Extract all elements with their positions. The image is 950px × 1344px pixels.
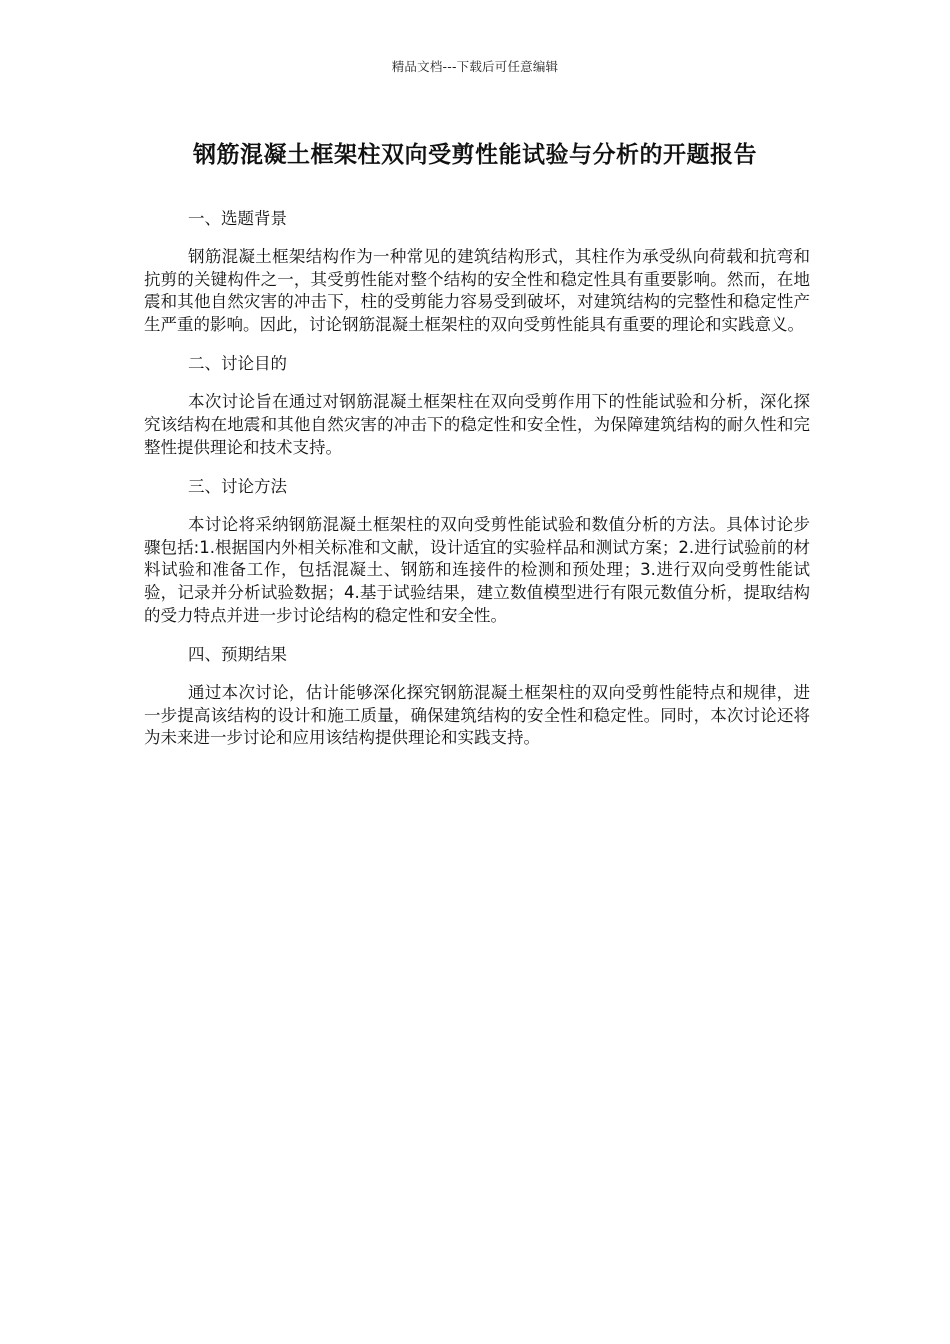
section-paragraph: 本讨论将采纳钢筋混凝土框架柱的双向受剪性能试验和数值分析的方法。具体讨论步骤包括:1.根据国内外相关标准和文献，设计适宜的实验样品和测试方案；2.进行试验前的材料试验和准备工作，包括混凝土、钢筋和连接件的检测和预处理；3.进行双向受剪性能试验，记录并分析试验数据；4.基于试验结果，建立数值模型进行有限元数值分析，提取结构的受力特点并进一步讨论结构的稳定性和安全性。	[144, 515, 810, 625]
section-purpose	[144, 352, 810, 459]
section-heading: 三、讨论方法	[188, 477, 287, 497]
section-heading: 一、选题背景	[188, 209, 287, 228]
section-expected-results	[144, 643, 810, 750]
section-heading: 四、预期结果	[188, 645, 287, 665]
document-title: 钢筋混凝土框架柱双向受剪性能试验与分析的开题报告	[193, 142, 757, 168]
section-paragraph: 通过本次讨论，估计能够深化探究钢筋混凝土框架柱的双向受剪性能特点和规律，进一步提高该结构的设计和施工质量，确保建筑结构的安全性和稳定性。同时，本次讨论还将为未来进一步讨论和应用该结构提供理论和实践支持。	[144, 683, 810, 748]
section-heading: 二、讨论目的	[188, 354, 287, 374]
section-background	[144, 207, 810, 336]
header-note: 精品文档---下载后可任意编辑	[391, 59, 559, 74]
section-paragraph: 钢筋混凝土框架结构作为一种常见的建筑结构形式，其柱作为承受纵向荷载和抗弯和抗剪的关键构件之一，其受剪性能对整个结构的安全性和稳定性具有重要影响。然而，在地震和其他自然灾害的冲击下，柱的受剪能力容易受到破坏，对建筑结构的完整性和稳定性产生严重的影响。因此，讨论钢筋混凝土框架柱的双向受剪性能具有重要的理论和实践意义。	[144, 247, 810, 334]
section-paragraph: 本次讨论旨在通过对钢筋混凝土框架柱在双向受剪作用下的性能试验和分析，深化探究该结构在地震和其他自然灾害的冲击下的稳定性和安全性，为保障建筑结构的耐久性和完整性提供理论和技术支持。	[144, 392, 810, 457]
document-body	[144, 207, 810, 766]
section-method	[144, 475, 810, 627]
